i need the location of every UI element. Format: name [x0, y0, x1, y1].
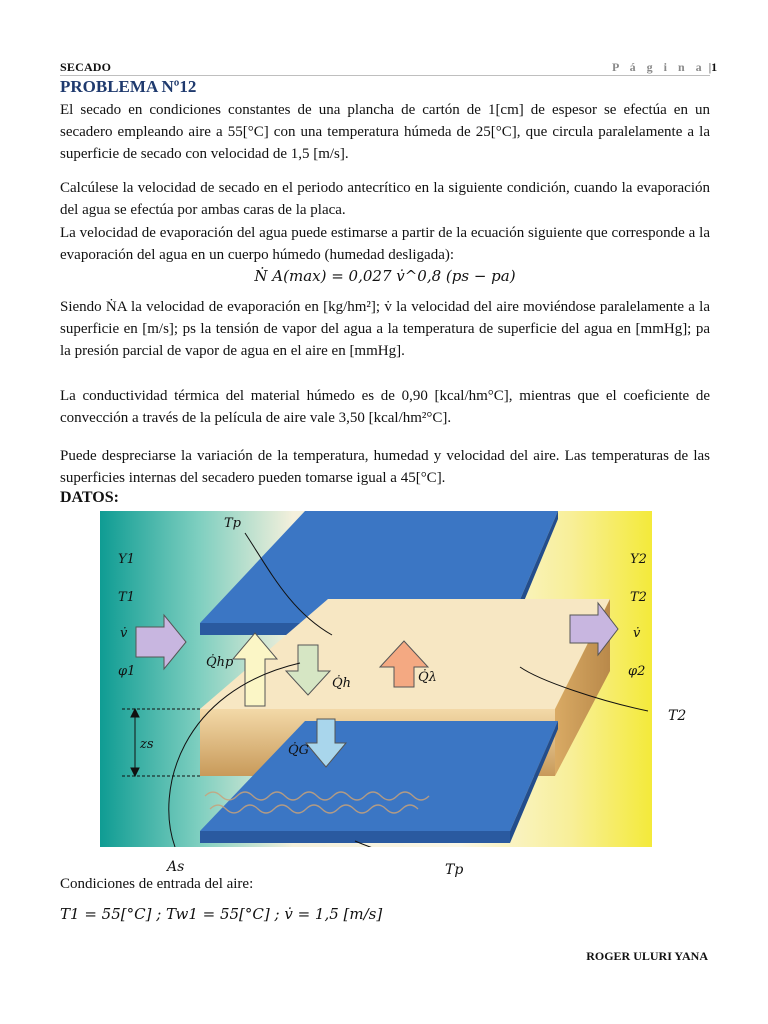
paragraph-2: Calcúlese la velocidad de secado en el periodo antecrítico en la siguiente condición, cuando la evaporación del agua se efectúa por ambas caras de la placa. — [60, 180, 710, 218]
label-as: As — [167, 859, 185, 875]
dryer-diagram — [100, 511, 652, 847]
label-t2-side: T2 — [668, 708, 687, 724]
paragraph-1: El secado en condiciones constantes de una plancha de cartón de 1[cm] de espesor se efectúa en un secadero empleando aire a 55[°C] con una temperatura húmeda de 25[°C], que circula paralelamente a la superficie de secado con velocidad de 1,5 [m/s]. — [60, 102, 710, 162]
label-tp-bottom: Tp — [445, 862, 464, 878]
label-q-hp: Q̇hp — [206, 655, 234, 670]
label-phi2: φ2 — [628, 664, 646, 679]
label-tp-top: Tp — [224, 516, 241, 531]
paragraph-3: La velocidad de evaporación del agua puede estimarse a partir de la ecuación siguiente que corresponde a la evaporación del agua en un cuerpo húmedo (humedad desligada): — [60, 225, 710, 263]
problem-title: PROBLEMA Nº12 — [60, 77, 197, 96]
label-q-g: Q̇G — [288, 743, 310, 758]
label-q-lambda: Q̇λ — [418, 670, 437, 685]
label-y2: Y2 — [630, 552, 647, 567]
header-section-title: SECADO — [60, 60, 112, 74]
paragraph-6: Puede despreciarse la variación de la temperatura, humedad y velocidad del aire. Las temperaturas de las superficies internas del secadero pueden tomarse igual a 45[°C]. — [60, 448, 710, 486]
paragraph-4: Siendo ṄA la velocidad de evaporación en [kg/hm²]; v̇ la velocidad del aire moviéndose paralelamente a la superficie en [m/s]; ps la tensión de vapor del agua a la temperatura de superficie del agua en [mmHg]; pa la presión parcial de vapor de agua en el aire en [mmHg]. — [60, 299, 710, 359]
inlet-conditions-label: Condiciones de entrada del aire: — [60, 876, 254, 892]
paragraph-5: La conductividad térmica del material húmedo es de 0,90 [kcal/hm°C], mientras que el coeficiente de convección a través de la película de aire vale 3,50 [kcal/hm²°C]. — [60, 388, 710, 426]
label-t1: T1 — [118, 590, 135, 605]
header-rule — [60, 75, 710, 76]
label-v-in: v̇ — [120, 626, 128, 641]
datos-heading: DATOS: — [60, 489, 119, 506]
label-q-h: Q̇h — [332, 676, 352, 691]
inlet-conditions-values: T1 = 55[°C] ; Tw1 = 55[°C] ; v̇ = 1,5 [m/s] — [60, 905, 383, 923]
label-zs: zs — [140, 737, 154, 752]
label-y1: Y1 — [118, 552, 135, 567]
footer-author: ROGER ULURI YANA — [586, 949, 708, 963]
header-page-word: P á g i n a — [612, 60, 706, 74]
header-page-indicator — [612, 60, 717, 75]
header-page-number: 1 — [711, 60, 718, 74]
label-phi1: φ1 — [118, 664, 136, 679]
evaporation-equation: Ṅ A(max) = 0,027 v̇^0,8 (ps − pa) — [254, 267, 516, 285]
label-t2: T2 — [630, 590, 647, 605]
header-separator: | — [708, 60, 712, 74]
label-v-out: v̇ — [633, 626, 641, 641]
